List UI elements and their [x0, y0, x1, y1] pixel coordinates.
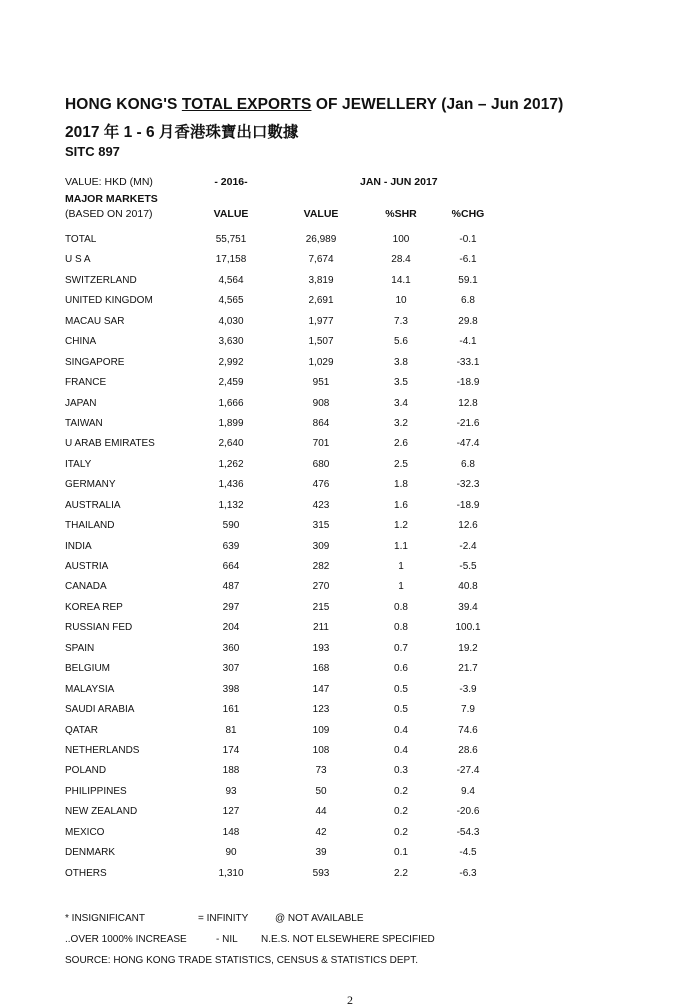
value-2017-cell: 315 [312, 520, 330, 532]
based-on-label: (BASED ON 2017) [65, 208, 153, 220]
value-2016-cell: 1,436 [218, 479, 244, 491]
footnote-nes: N.E.S. NOT ELSEWHERE SPECIFIED [261, 934, 435, 945]
change-cell: -6.1 [459, 254, 477, 266]
share-cell: 1.8 [394, 479, 408, 491]
share-cell: 100 [392, 234, 410, 245]
change-cell: -18.9 [456, 499, 480, 511]
table-row [0, 642, 700, 662]
change-cell: -47.4 [456, 438, 480, 450]
table-row [0, 376, 700, 396]
share-cell: 3.8 [394, 356, 408, 368]
table-row [0, 335, 700, 355]
market-name: U S A [65, 254, 91, 266]
value-2016-cell: 4,564 [218, 274, 244, 286]
value-unit-label: VALUE: HKD (MN) [65, 176, 153, 188]
value-2017-cell: 7,674 [308, 254, 334, 266]
market-name: RUSSIAN FED [65, 622, 133, 634]
value-2016-cell: 81 [225, 724, 237, 736]
market-name: U ARAB EMIRATES [65, 438, 155, 450]
share-cell: 7.3 [394, 315, 408, 327]
value-2016-cell: 487 [222, 581, 240, 593]
share-cell: 0.6 [394, 663, 408, 675]
change-cell: -0.1 [459, 234, 477, 245]
share-cell: 2.5 [394, 458, 408, 470]
market-name: SINGAPORE [65, 356, 125, 368]
value-2017-cell: 951 [312, 377, 330, 389]
value-2016-cell: 17,158 [215, 254, 247, 266]
value-2017-cell: 3,819 [308, 274, 334, 286]
share-cell: 0.1 [394, 847, 408, 859]
table-row [0, 437, 700, 457]
footnote-nil: - NIL [216, 934, 238, 945]
change-cell: -54.3 [456, 826, 480, 838]
market-name: KOREA REP [65, 601, 123, 613]
share-cell: 1.6 [394, 499, 408, 511]
page-title [65, 96, 563, 114]
change-cell: -27.4 [456, 765, 480, 777]
change-cell: -3.9 [459, 683, 477, 695]
value-2017-cell: 2,691 [308, 295, 334, 307]
source-note: SOURCE: HONG KONG TRADE STATISTICS, CENSUS & STATISTICS DEPT. [65, 955, 419, 966]
change-cell: 19.2 [458, 642, 478, 654]
share-cell: 0.5 [394, 683, 408, 695]
change-cell: -21.6 [456, 417, 480, 429]
major-markets-header: MAJOR MARKETS [65, 193, 158, 205]
value-2017-cell: 864 [312, 417, 330, 429]
value-2016-cell: 4,030 [218, 315, 244, 327]
value-2017-cell: 193 [312, 642, 330, 654]
market-name: TOTAL [65, 234, 97, 245]
market-name: CANADA [65, 581, 107, 593]
value-2017-cell: 211 [313, 622, 329, 634]
value-2017-cell: 168 [312, 663, 330, 675]
market-name: MALAYSIA [65, 683, 115, 695]
title-underlined: TOTAL EXPORTS [181, 96, 312, 113]
table-row [0, 805, 700, 825]
table-row [0, 764, 700, 784]
change-cell: 6.8 [461, 295, 475, 307]
value-2016-cell: 93 [225, 785, 237, 797]
table-row [0, 233, 700, 253]
table-row [0, 601, 700, 621]
value-2017-cell: 270 [312, 581, 330, 593]
change-cell: 12.8 [458, 397, 478, 409]
value-2017-cell: 73 [315, 765, 327, 777]
table-row [0, 315, 700, 335]
share-cell: 14.1 [391, 274, 411, 286]
table-row [0, 683, 700, 703]
share-cell: 0.8 [394, 622, 408, 634]
market-name: DENMARK [65, 847, 116, 859]
share-cell: 1 [398, 581, 404, 593]
footnote-line-2 [65, 934, 665, 948]
value-2017-cell: 423 [312, 499, 330, 511]
market-name: BELGIUM [65, 663, 111, 675]
value-2017-cell: 215 [312, 601, 330, 613]
value-2016-cell: 174 [222, 744, 240, 756]
markets-table [0, 233, 700, 887]
share-cell: 3.4 [394, 397, 408, 409]
share-cell: 28.4 [391, 254, 411, 266]
change-cell: -6.3 [459, 867, 477, 879]
change-cell: -4.1 [459, 336, 477, 348]
footnote-not-available: @ NOT AVAILABLE [275, 913, 364, 924]
table-row [0, 621, 700, 641]
market-name: UNITED KINGDOM [65, 295, 153, 307]
table-row [0, 478, 700, 498]
value-2016-cell: 1,132 [218, 499, 244, 511]
value-2017-cell: 44 [315, 806, 327, 818]
market-name: FRANCE [65, 377, 107, 389]
value-2016-cell: 1,899 [218, 417, 244, 429]
value-2016-cell: 188 [222, 765, 240, 777]
change-cell: 100.1 [455, 622, 481, 634]
share-cell: 5.6 [394, 336, 408, 348]
value-2017-cell: 476 [312, 479, 330, 491]
value-2017-column-header: VALUE [303, 208, 339, 220]
share-cell: 0.2 [394, 806, 408, 818]
value-2017-cell: 309 [312, 540, 330, 552]
value-2016-cell: 664 [222, 561, 240, 572]
value-2017-cell: 701 [312, 438, 330, 450]
value-2017-cell: 147 [312, 683, 330, 695]
footnote-insignificant: * INSIGNIFICANT [65, 913, 146, 924]
market-name: NEW ZEALAND [65, 806, 138, 818]
value-2016-cell: 297 [222, 601, 240, 613]
value-2017-cell: 26,989 [305, 234, 337, 245]
share-cell: 1.1 [394, 540, 408, 552]
table-row [0, 519, 700, 539]
value-2016-cell: 1,666 [218, 397, 244, 409]
market-name: SPAIN [65, 642, 95, 654]
value-2017-cell: 282 [312, 561, 330, 572]
value-2016-cell: 4,565 [218, 295, 244, 307]
change-cell: -20.6 [456, 806, 480, 818]
table-row [0, 294, 700, 314]
table-row [0, 253, 700, 273]
market-name: GERMANY [65, 479, 116, 491]
change-cell: 40.8 [458, 581, 478, 593]
table-row [0, 580, 700, 600]
market-name: AUSTRIA [65, 561, 109, 572]
title-suffix: OF JEWELLERY (Jan – Jun 2017) [311, 96, 564, 113]
table-row [0, 499, 700, 519]
market-name: TAIWAN [65, 417, 103, 429]
table-row [0, 703, 700, 723]
share-cell: 3.5 [394, 377, 408, 389]
change-column-header: %CHG [451, 208, 485, 220]
change-cell: 28.6 [458, 744, 478, 756]
table-row [0, 458, 700, 478]
value-2017-cell: 1,507 [308, 336, 334, 348]
period-2016-header: - 2016- [214, 176, 248, 188]
table-row [0, 662, 700, 682]
share-cell: 1.2 [394, 520, 408, 532]
change-cell: 7.9 [461, 704, 475, 716]
change-cell: 59.1 [458, 274, 478, 286]
value-2017-cell: 908 [312, 397, 330, 409]
market-name: CHINA [65, 336, 97, 348]
share-cell: 0.2 [394, 785, 408, 797]
change-cell: 29.8 [458, 315, 478, 327]
change-cell: -5.5 [459, 561, 477, 572]
change-cell: -33.1 [456, 356, 480, 368]
value-2016-cell: 204 [222, 622, 240, 634]
value-2016-cell: 590 [222, 520, 240, 532]
share-cell: 10 [395, 295, 407, 307]
value-2016-cell: 148 [222, 826, 240, 838]
page-number: 2 [347, 993, 353, 1007]
value-2016-cell: 2,992 [218, 356, 244, 368]
value-2016-cell: 1,310 [218, 867, 244, 879]
change-cell: -4.5 [459, 847, 477, 859]
value-2017-cell: 108 [312, 744, 330, 756]
value-2017-cell: 109 [312, 724, 330, 736]
period-2017-header: JAN - JUN 2017 [360, 176, 438, 188]
market-name: QATAR [65, 724, 98, 736]
market-name: AUSTRALIA [65, 499, 121, 511]
market-name: NETHERLANDS [65, 744, 140, 756]
change-cell: 12.6 [458, 520, 478, 532]
market-name: OTHERS [65, 867, 107, 879]
footnote-infinity: = INFINITY [198, 913, 249, 924]
table-row [0, 274, 700, 294]
value-2016-cell: 161 [222, 704, 240, 716]
value-2016-cell: 2,459 [218, 377, 244, 389]
share-cell: 2.2 [394, 867, 408, 879]
market-name: POLAND [65, 765, 107, 777]
change-cell: -32.3 [456, 479, 480, 491]
change-cell: -18.9 [456, 377, 480, 389]
market-name: SAUDI ARABIA [65, 704, 135, 716]
share-cell: 0.4 [394, 744, 408, 756]
share-cell: 0.5 [394, 704, 408, 716]
market-name: THAILAND [65, 520, 115, 532]
title-prefix: HONG KONG'S [65, 96, 182, 113]
value-2017-cell: 39 [315, 847, 327, 859]
change-cell: 39.4 [458, 601, 478, 613]
share-cell: 0.7 [394, 642, 408, 654]
table-row [0, 397, 700, 417]
table-row [0, 724, 700, 744]
share-cell: 0.3 [394, 765, 408, 777]
change-cell: 21.7 [458, 663, 478, 675]
table-row [0, 356, 700, 376]
market-name: PHILIPPINES [65, 785, 127, 797]
value-2016-column-header: VALUE [213, 208, 249, 220]
share-cell: 3.2 [394, 417, 408, 429]
value-2017-cell: 123 [312, 704, 330, 716]
change-cell: 9.4 [461, 785, 475, 797]
change-cell: 74.6 [458, 724, 478, 736]
share-cell: 2.6 [394, 438, 408, 450]
market-name: MEXICO [65, 826, 105, 838]
table-row [0, 417, 700, 437]
table-row [0, 846, 700, 866]
value-2017-cell: 593 [312, 867, 330, 879]
share-cell: 1 [398, 561, 404, 572]
value-2017-cell: 50 [315, 785, 327, 797]
market-name: INDIA [65, 540, 92, 552]
value-2016-cell: 90 [225, 847, 237, 859]
footnote-line-1 [65, 913, 665, 927]
value-2017-cell: 1,977 [308, 315, 334, 327]
table-row [0, 867, 700, 887]
value-2017-cell: 680 [312, 458, 330, 470]
table-row [0, 540, 700, 560]
market-name: SWITZERLAND [65, 274, 137, 286]
value-2017-cell: 42 [315, 826, 327, 838]
table-row [0, 744, 700, 764]
share-cell: 0.4 [394, 724, 408, 736]
table-row [0, 785, 700, 805]
value-2016-cell: 360 [222, 642, 240, 654]
table-row [0, 560, 700, 580]
change-cell: -2.4 [459, 540, 477, 552]
table-row [0, 826, 700, 846]
chinese-title: 2017 年 1 - 6 月香港珠寶出口數據 [65, 124, 299, 141]
value-2016-cell: 3,630 [218, 336, 244, 348]
change-cell: 6.8 [461, 458, 475, 470]
value-2017-cell: 1,029 [308, 356, 334, 368]
value-2016-cell: 639 [222, 540, 240, 552]
value-2016-cell: 1,262 [218, 458, 244, 470]
value-2016-cell: 127 [222, 806, 240, 818]
market-name: ITALY [65, 458, 92, 470]
value-2016-cell: 2,640 [218, 438, 244, 450]
footnote-over-1000: ..OVER 1000% INCREASE [65, 934, 187, 945]
value-2016-cell: 55,751 [215, 234, 247, 245]
value-2016-cell: 398 [222, 683, 240, 695]
value-2016-cell: 307 [222, 663, 240, 675]
market-name: MACAU SAR [65, 315, 125, 327]
market-name: JAPAN [65, 397, 97, 409]
share-column-header: %SHR [385, 208, 417, 220]
share-cell: 0.2 [394, 826, 408, 838]
share-cell: 0.8 [394, 601, 408, 613]
sitc-code: SITC 897 [65, 144, 120, 159]
